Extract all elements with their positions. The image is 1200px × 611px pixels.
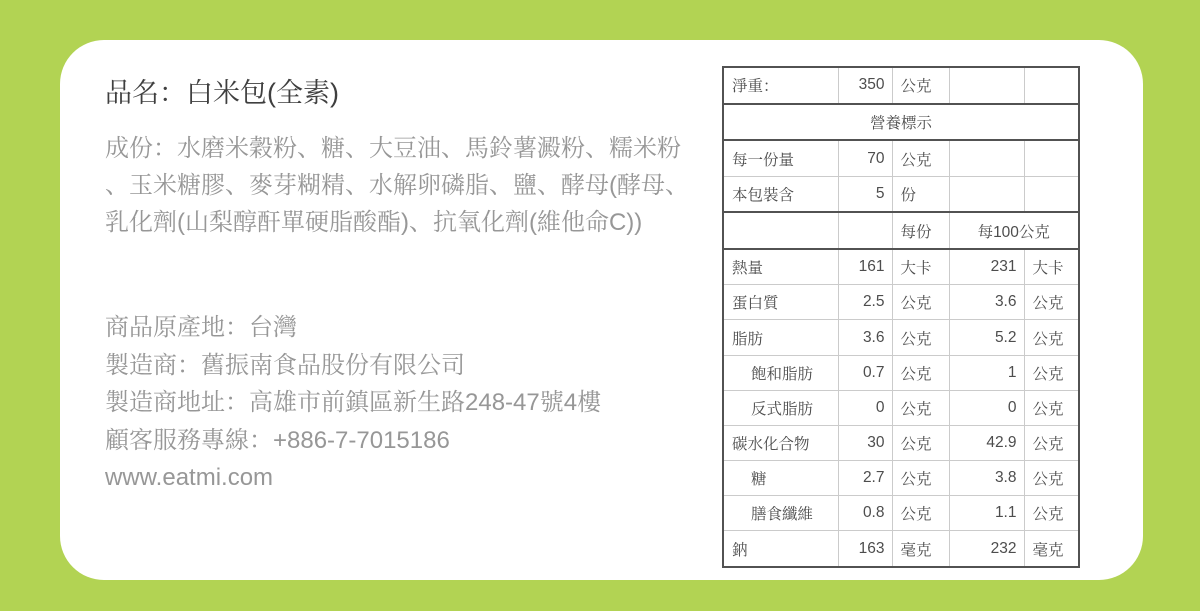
- net-weight-value: 350: [838, 67, 892, 104]
- nutrient-label: 飽和脂肪: [723, 355, 838, 390]
- manufacturer-line: 製造商：舊振南食品股份有限公司: [105, 351, 465, 379]
- per-serving-value: 163: [838, 531, 892, 567]
- per-serving-unit: 公克: [892, 320, 949, 355]
- table-row-nutrient: [723, 320, 1079, 355]
- per-100g-value: 5.2: [949, 320, 1024, 355]
- empty-cell: [723, 212, 838, 249]
- per-100g-header: 每100公克: [949, 212, 1079, 249]
- per-serving-value: 0.7: [838, 355, 892, 390]
- manufacturer-info-block: [105, 309, 601, 497]
- per-serving-header: 每份: [892, 212, 949, 249]
- table-row-nutrient: [723, 355, 1079, 390]
- per-100g-unit: 毫克: [1024, 531, 1079, 567]
- servings-per-pack-unit: 份: [892, 176, 949, 212]
- serving-size-unit: 公克: [892, 140, 949, 176]
- empty-cell: [949, 176, 1024, 212]
- per-serving-value: 2.5: [838, 285, 892, 320]
- serving-size-label: 每一份量: [723, 140, 838, 176]
- table-row-column-headers: [723, 212, 1079, 249]
- per-100g-unit: 公克: [1024, 496, 1079, 531]
- empty-cell: [949, 140, 1024, 176]
- nutrient-label: 糖: [723, 461, 838, 496]
- servings-per-pack-label: 本包裝含: [723, 176, 838, 212]
- per-100g-value: 232: [949, 531, 1024, 567]
- table-row-servings-per-pack: [723, 176, 1079, 212]
- per-100g-unit: 公克: [1024, 461, 1079, 496]
- nutrient-label: 膳食纖維: [723, 496, 838, 531]
- empty-cell: [838, 212, 892, 249]
- per-serving-unit: 公克: [892, 355, 949, 390]
- per-100g-value: 3.6: [949, 285, 1024, 320]
- per-100g-unit: 公克: [1024, 425, 1079, 460]
- empty-cell: [1024, 140, 1079, 176]
- table-row-nutrient: [723, 531, 1079, 567]
- per-serving-unit: 公克: [892, 461, 949, 496]
- per-serving-value: 2.7: [838, 461, 892, 496]
- per-100g-unit: 公克: [1024, 285, 1079, 320]
- net-weight-label: 淨重：: [723, 67, 838, 104]
- product-info-card: [60, 40, 1143, 580]
- nutrient-label: 反式脂肪: [723, 390, 838, 425]
- table-row-nutrient: [723, 285, 1079, 320]
- website-line: www.eatmi.com: [105, 464, 274, 491]
- per-serving-unit: 大卡: [892, 249, 949, 285]
- per-serving-unit: 公克: [892, 496, 949, 531]
- per-100g-unit: 公克: [1024, 355, 1079, 390]
- origin-line: 商品原產地：台灣: [105, 314, 297, 341]
- nutrient-label: 蛋白質: [723, 285, 838, 320]
- table-row-section-title: [723, 104, 1079, 141]
- table-row-nutrient: [723, 249, 1079, 285]
- ingredients-text: 成份：水磨米穀粉、糖、大豆油、馬鈴薯澱粉、糯米粉、玉米糖膠、麥芽糊精、水解卵磷脂、鹽、酵母(酵母、乳化劑(山梨醇酐單硬脂酸酯)、抗氧化劑(維他命C)): [105, 135, 689, 236]
- per-100g-value: 3.8: [949, 461, 1024, 496]
- table-row-serving-size: [723, 140, 1079, 176]
- per-100g-value: 42.9: [949, 425, 1024, 460]
- empty-cell: [1024, 176, 1079, 212]
- per-serving-unit: 公克: [892, 425, 949, 460]
- per-serving-value: 30: [838, 425, 892, 460]
- table-row-nutrient: [723, 461, 1079, 496]
- nutrition-section-title: 營養標示: [723, 104, 1079, 141]
- net-weight-unit: 公克: [892, 67, 949, 104]
- table-row-nutrient: [723, 425, 1079, 460]
- per-serving-value: 3.6: [838, 320, 892, 355]
- per-100g-value: 1.1: [949, 496, 1024, 531]
- table-row-nutrient: [723, 390, 1079, 425]
- per-100g-unit: 公克: [1024, 390, 1079, 425]
- table-row-nutrient: [723, 496, 1079, 531]
- nutrient-label: 脂肪: [723, 320, 838, 355]
- per-serving-value: 0: [838, 390, 892, 425]
- nutrient-label: 鈉: [723, 531, 838, 567]
- per-100g-unit: 大卡: [1024, 249, 1079, 285]
- empty-cell: [949, 67, 1024, 104]
- product-title: 品名：白米包(全素): [105, 78, 339, 108]
- servings-per-pack-value: 5: [838, 176, 892, 212]
- per-serving-value: 161: [838, 249, 892, 285]
- nutrition-table: [722, 66, 1080, 568]
- table-row-net-weight: [723, 67, 1079, 104]
- per-100g-value: 0: [949, 390, 1024, 425]
- per-100g-unit: 公克: [1024, 320, 1079, 355]
- per-serving-unit: 公克: [892, 390, 949, 425]
- address-line: 製造商地址：高雄市前鎮區新生路248-47號4樓: [105, 389, 602, 416]
- empty-cell: [1024, 67, 1079, 104]
- per-100g-value: 231: [949, 249, 1024, 285]
- per-serving-unit: 毫克: [892, 531, 949, 567]
- per-serving-value: 0.8: [838, 496, 892, 531]
- serving-size-value: 70: [838, 140, 892, 176]
- per-100g-value: 1: [949, 355, 1024, 390]
- per-serving-unit: 公克: [892, 285, 949, 320]
- nutrient-label: 熱量: [723, 249, 838, 285]
- nutrient-label: 碳水化合物: [723, 425, 838, 460]
- hotline-line: 顧客服務專線：+886-7-7015186: [105, 426, 450, 454]
